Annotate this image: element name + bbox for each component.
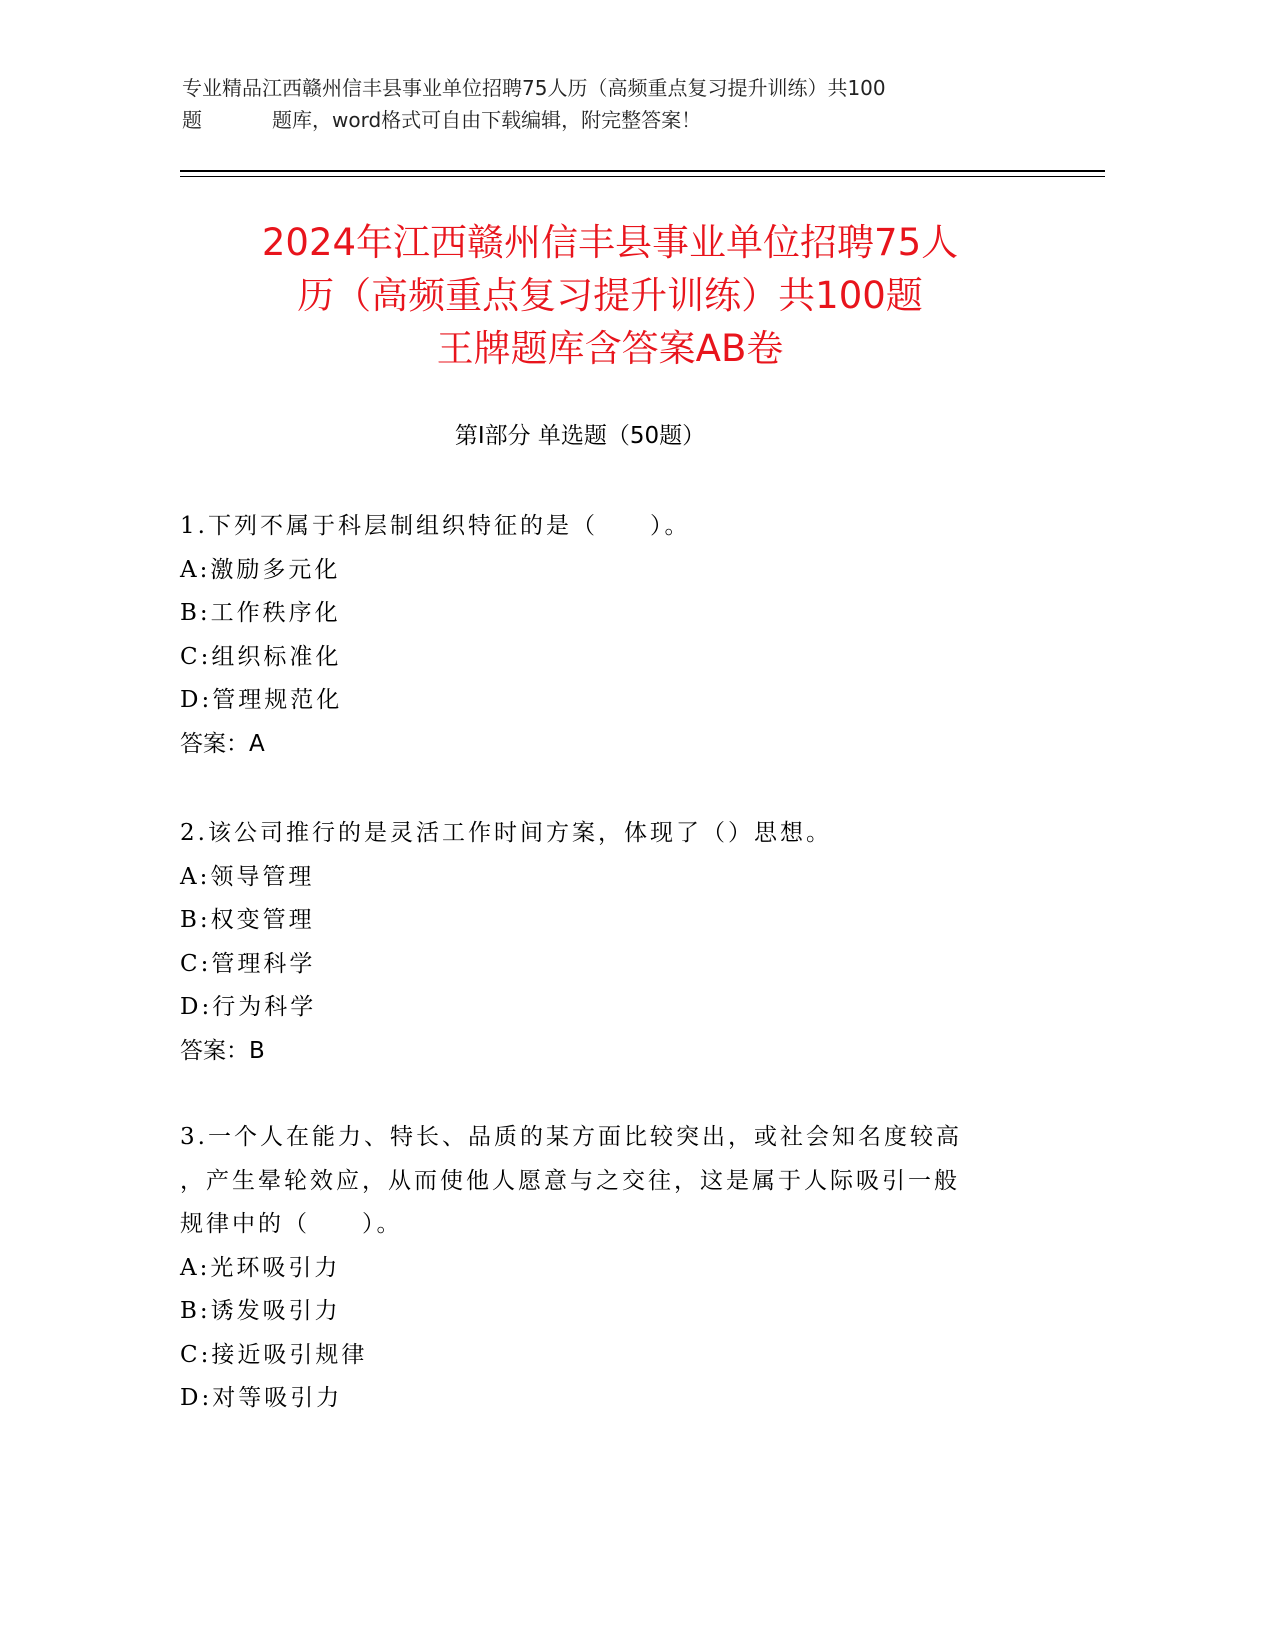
option-c: C:接近吸引规律 — [180, 1341, 368, 1368]
question-2 — [180, 812, 1030, 1073]
option-b: B:权变管理 — [180, 907, 315, 933]
question-stem-line-1: 3.一个人在能力、特长、品质的某方面比较突出，或社会知名度较高 — [180, 1124, 962, 1150]
title-line-2: 历（高频重点复习提升训练）共100题 — [297, 274, 923, 317]
question-stem-line-3: 规律中的（ ）。 — [180, 1211, 403, 1237]
header-note — [182, 72, 1052, 136]
option-d: D:对等吸引力 — [180, 1385, 343, 1411]
question-3 — [180, 1116, 1030, 1421]
document-title — [180, 216, 1040, 375]
option-c: C:组织标准化 — [180, 643, 342, 670]
option-c: C:管理科学 — [180, 950, 316, 977]
question-1 — [180, 505, 1030, 766]
title-line-3: 王牌题库含答案AB卷 — [436, 327, 784, 370]
question-stem: 2.该公司推行的是灵活工作时间方案，体现了（）思想。 — [180, 820, 832, 846]
option-a: A:领导管理 — [180, 863, 315, 890]
question-stem: 1.下列不属于科层制组织特征的是（ ）。 — [180, 513, 691, 539]
header-divider-thick — [180, 170, 1105, 172]
header-note-line2-start: 题 — [182, 108, 202, 132]
option-b: B:诱发吸引力 — [180, 1298, 341, 1324]
answer-line: 答案：A — [180, 730, 265, 757]
option-d: D:管理规范化 — [180, 687, 343, 713]
option-b: B:工作秩序化 — [180, 600, 341, 626]
header-note-line1: 专业精品江西赣州信丰县事业单位招聘75人历（高频重点复习提升训练）共100 — [182, 76, 886, 100]
header-note-line2 — [182, 104, 1052, 136]
section-heading: 第Ⅰ部分 单选题（50题） — [454, 423, 706, 449]
header-divider-thin — [180, 176, 1105, 177]
title-line-1: 2024年江西赣州信丰县事业单位招聘75人 — [261, 221, 959, 264]
header-note-line2-end: 题库，word格式可自由下载编辑，附完整答案！ — [272, 108, 702, 132]
question-stem-line-2: ，产生晕轮效应，从而使他人愿意与之交往，这是属于人际吸引一般 — [180, 1167, 960, 1194]
option-a: A:激励多元化 — [180, 556, 341, 583]
answer-line: 答案：B — [180, 1037, 265, 1064]
option-a: A:光环吸引力 — [180, 1254, 341, 1281]
option-d: D:行为科学 — [180, 994, 317, 1020]
